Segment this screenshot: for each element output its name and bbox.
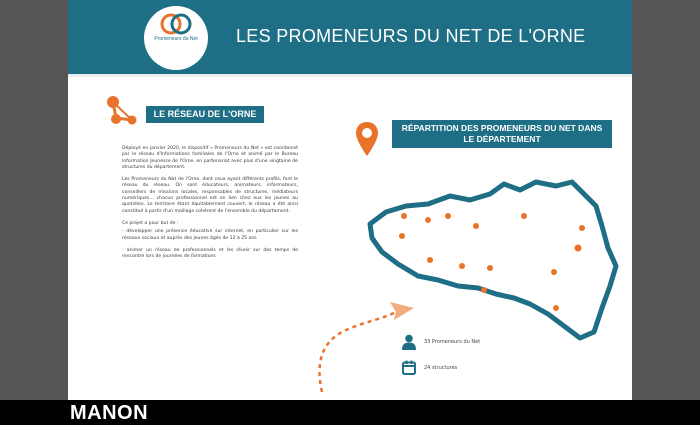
map-marker	[459, 263, 465, 269]
map-marker	[553, 305, 559, 311]
speech-bubbles-logo-icon	[144, 8, 208, 38]
person-icon	[402, 334, 416, 350]
map-marker	[425, 217, 431, 223]
paragraph: Déployé en janvier 2020, le dispositif « Promeneurs du Net » est coordonné par le réseau d'Informations familiales de l'Orne et animé par le Bureau Information Jeunesse de l'Orne, en partenariat avec plus d'une vingtaine de structures du département.	[122, 146, 298, 170]
paper-plane-icon	[390, 302, 414, 320]
map-marker	[401, 213, 407, 219]
logo	[144, 6, 208, 70]
legend-text: 33 Promeneurs du Net	[424, 339, 481, 345]
page-title: LES PROMENEURS DU NET DE L'ORNE	[236, 26, 586, 46]
map-marker	[487, 265, 493, 271]
map-marker	[575, 245, 582, 252]
infographic-page	[68, 0, 632, 400]
paragraph: - développer une présence éducative sur internet, en particulier sur les réseaux sociaux et auprès des jeunes âgés de 12 à 25 ans	[122, 229, 298, 241]
logo-text: Promeneurs du Net	[154, 36, 198, 42]
legend-row	[402, 334, 480, 350]
footer-name: MANON	[70, 402, 149, 424]
legend-row	[402, 360, 457, 375]
right-margin	[632, 0, 700, 400]
network-nodes-icon	[104, 94, 138, 130]
map-marker	[579, 225, 585, 231]
header-banner	[68, 0, 632, 74]
section-label-reseau: LE RÉSEAU DE L'ORNE	[146, 106, 264, 123]
map-marker	[551, 269, 557, 275]
location-pin-icon	[354, 120, 380, 158]
legend-text: 24 structures	[424, 364, 458, 371]
paragraph: Ce projet a pour but de :	[122, 220, 179, 226]
map-marker	[473, 223, 479, 229]
paper-plane-trail	[306, 296, 416, 396]
calendar-icon	[402, 360, 416, 375]
header-underline	[68, 74, 632, 77]
map-marker	[521, 213, 527, 219]
body-text	[122, 146, 298, 266]
map-marker	[481, 287, 487, 293]
paragraph: Les Promeneurs du Net de l'Orne, dont ceux ayant différents profils, font le réseau du réseau. On sont éducateurs, animateurs, informateurs, conseillers de missions locales, responsables de structures, médiateurs numériques... chacun professionnel est en lien chez eux les jeunes au quotidien. Le territoire étant équitablement couvert, le réseau a été ainsi constitué à partir d'un maillage cohérent de l'ensemble du département.	[122, 177, 298, 214]
map-marker	[399, 233, 405, 239]
map-marker	[445, 213, 451, 219]
left-margin	[0, 0, 68, 400]
map-marker	[427, 257, 433, 263]
section-label-repartition: RÉPARTITION DES PROMENEURS DU NET DANS LE DÉPARTEMENT	[392, 120, 612, 148]
paragraph: - animer un réseau de professionnels et les réunir sur des temps de rencontre lors de journées de formations	[122, 247, 298, 260]
